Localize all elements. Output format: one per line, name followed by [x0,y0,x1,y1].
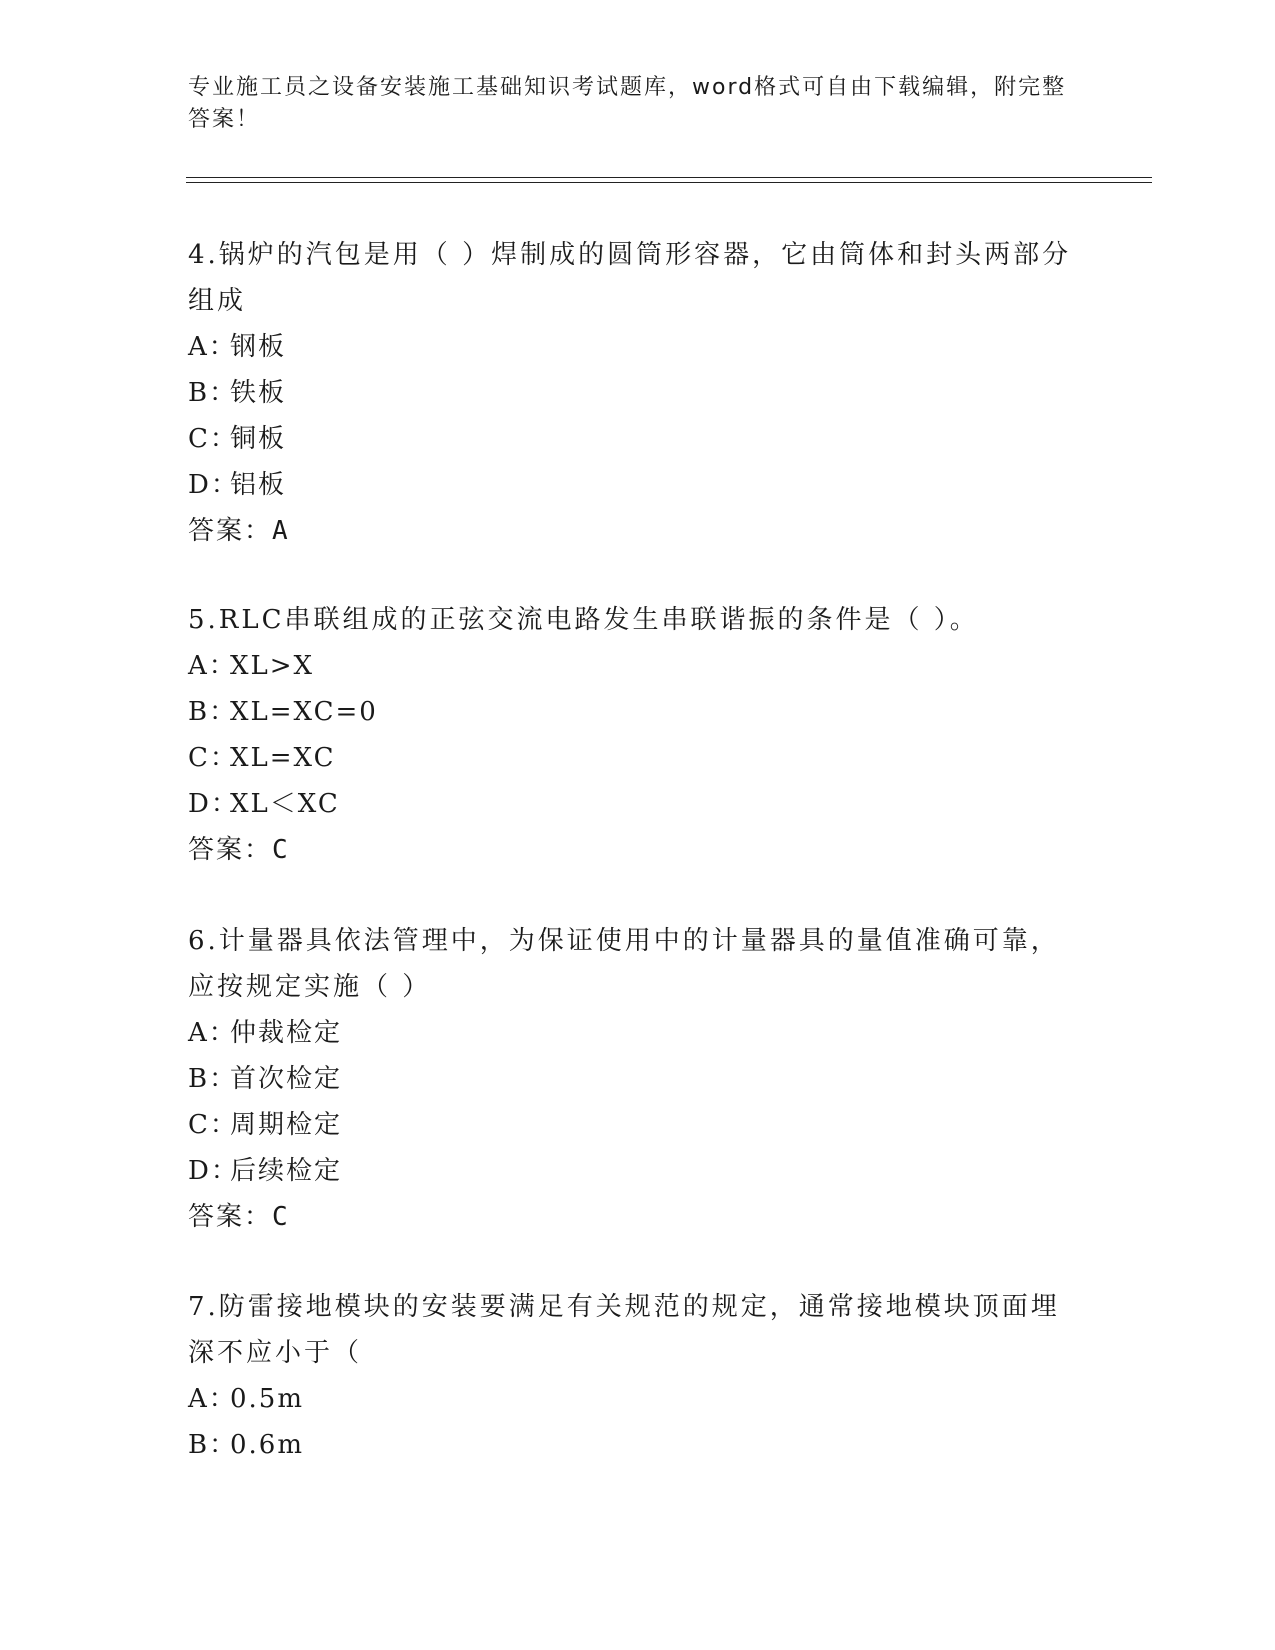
option-text: XL=XC [230,743,336,773]
option-d [188,1148,1088,1194]
option-d [188,781,1088,827]
option-key: C： [188,424,238,454]
question-7 [188,1284,1088,1468]
option-c [188,1102,1088,1148]
question-stem: 4.锅炉的汽包是用（ ）焊制成的圆筒形容器，它由筒体和封头两部分组成 [188,240,1072,316]
answer-label: 答案： [188,1202,273,1232]
question-6 [188,918,1088,1240]
option-text: 铝板 [230,470,287,500]
option-text: 0.5m [230,1384,305,1414]
option-text: XL=XC=0 [230,697,378,727]
option-text: 后续检定 [230,1156,343,1186]
answer-line [188,1194,1088,1240]
option-a [188,1010,1088,1056]
option-key: B： [188,697,238,727]
option-text: 铁板 [230,378,287,408]
option-text: 首次检定 [230,1064,343,1094]
question-stem: 5.RLC串联组成的正弦交流电路发生串联谐振的条件是（ ）。 [188,605,979,635]
option-a [188,1376,1088,1422]
option-key: D： [188,470,239,500]
option-b [188,689,1088,735]
option-text: XL＜XC [230,789,340,819]
option-key: A： [188,651,237,681]
option-key: B： [188,1064,238,1094]
header-divider-top [186,177,1152,178]
option-key: D： [188,1156,239,1186]
answer-label: 答案： [188,516,273,546]
option-key: A： [188,1384,237,1414]
option-text: 仲裁检定 [230,1018,343,1048]
question-stem: 6.计量器具依法管理中，为保证使用中的计量器具的量值准确可靠，应按规定实施（ ） [188,926,1060,1002]
option-key: A： [188,1018,237,1048]
answer-value: C [272,835,290,865]
question-stem: 7.防雷接地模块的安装要满足有关规范的规定，通常接地模块顶面埋深不应小于（ [188,1292,1060,1368]
option-d [188,462,1088,508]
option-text: XL>X [230,651,315,681]
option-key: C： [188,1110,238,1140]
option-text: 铜板 [230,424,287,454]
answer-line [188,508,1088,554]
answer-label: 答案： [188,835,273,865]
option-key: B： [188,378,238,408]
question-5 [188,597,1088,873]
answer-line [188,827,1088,873]
option-c [188,416,1088,462]
option-key: A： [188,332,237,362]
option-text: 周期检定 [230,1110,343,1140]
option-a [188,643,1088,689]
document-intro: 专业施工员之设备安装施工基础知识考试题库，word格式可自由下载编辑，附完整答案！ [188,75,1067,132]
answer-value: A [272,516,290,546]
option-b [188,1056,1088,1102]
option-b [188,370,1088,416]
option-a [188,324,1088,370]
option-key: B： [188,1430,238,1460]
question-4 [188,232,1088,554]
option-text: 0.6m [230,1430,305,1460]
answer-value: C [272,1202,290,1232]
header-divider-bottom [186,182,1152,183]
option-key: D： [188,789,239,819]
option-c [188,735,1088,781]
option-key: C： [188,743,238,773]
option-b [188,1422,1088,1468]
option-text: 钢板 [230,332,287,362]
